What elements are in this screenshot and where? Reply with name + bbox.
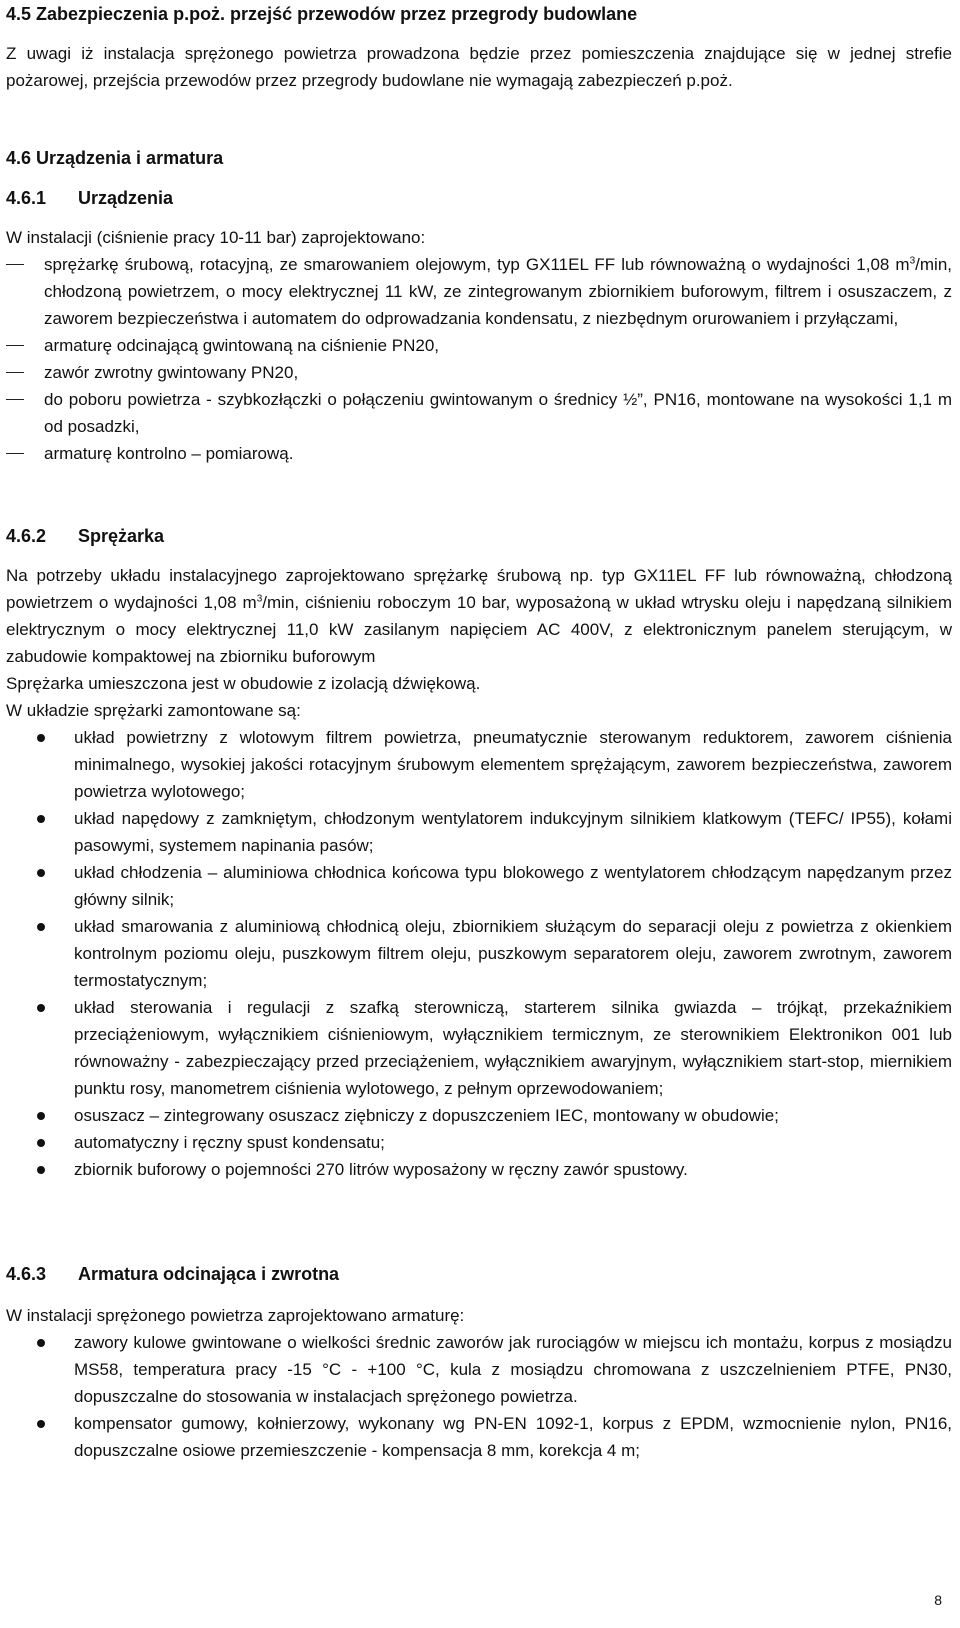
- section-number: 4.6.3: [6, 1264, 47, 1284]
- list-item: [6, 994, 952, 1102]
- section-4-6-3-heading: [6, 1262, 952, 1286]
- bullet-marker: [37, 869, 45, 877]
- list-item-text: zbiornik buforowy o pojemności 270 litrów wyposażony w ręczny zawór spustowy.: [74, 1160, 688, 1179]
- list-item-text: kompensator gumowy, kołnierzowy, wykonany wg PN-EN 1092-1, korpus z EPDM, wzmocnienie nylon, PN16, dopuszczalne osiowe przemieszczenie - kompensacja 8 mm, korekcja 4 m;: [74, 1414, 952, 1460]
- dash-marker: [6, 345, 24, 346]
- section-4-6-2-heading: [6, 524, 952, 548]
- list-item-text: układ powietrzny z wlotowym filtrem powietrza, pneumatycznie sterowanym reduktorem, zaworem ciśnienia minimalnego, wysokiej jakości rotacyjnym śrubowym elementem sprężającym, zaworem bezpieczeństwa, zaworem powietrza wylotowego;: [74, 728, 952, 801]
- bullet-marker: [37, 1004, 45, 1012]
- section-4-6-3-body: [6, 1302, 952, 1464]
- dash-marker: [6, 453, 24, 454]
- list-item: [6, 805, 952, 859]
- bullet-marker: [37, 1166, 45, 1174]
- section-4-6-2-body: [6, 562, 952, 1183]
- fittings-list: [6, 1329, 952, 1464]
- list-item: [6, 1102, 952, 1129]
- section-title: Urządzenia: [78, 188, 174, 208]
- list-item: do poboru powietrza - szybkozłączki o połączeniu gwintowanym o średnicy ½”, PN16, montowane na wysokości 1,1 m od posadzki,: [6, 386, 952, 440]
- compressor-components-list: [6, 724, 952, 1183]
- bullet-marker: [37, 1339, 45, 1347]
- fittings-intro: W instalacji sprężonego powietrza zaprojektowano armaturę:: [6, 1306, 465, 1325]
- list-item-text: układ chłodzenia – aluminiowa chłodnica końcowa typu blokowego z wentylatorem chłodzącym napędzanym przez główny silnik;: [74, 863, 952, 909]
- list-item: [6, 1329, 952, 1410]
- list-item: [6, 1129, 952, 1156]
- bullet-marker: [37, 815, 45, 823]
- list-item: armaturę kontrolno – pomiarową.: [6, 440, 952, 467]
- list-item: armaturę odcinającą gwintowaną na ciśnienie PN20,: [6, 332, 952, 359]
- section-title: Sprężarka: [78, 526, 165, 546]
- section-4-6-1-intro: W instalacji (ciśnienie pracy 10-11 bar) zaprojektowano:: [6, 228, 426, 247]
- list-item: sprężarkę śrubową, rotacyjną, ze smarowaniem olejowym, typ GX11EL FF lub równoważną o wydajności 1,08 $m^3/\min$, chłodzoną powietrzem, o mocy elektrycznej 11 kW, ze zintegrowanym zbiornikiem buforowym, filtrem i osuszaczem, z zaworem bezpieczeństwa i automatem do odprowadzania kondensatu, z niezbędnym orurowaniem i przyłączami,: [6, 251, 952, 332]
- list-item: zawór zwrotny gwintowany PN20,: [6, 359, 952, 386]
- compressor-components-intro: W układzie sprężarki zamontowane są:: [6, 701, 301, 720]
- bullet-marker: [37, 1420, 45, 1428]
- list-item: [6, 724, 952, 805]
- list-item-text: układ sterowania i regulacji z szafką sterowniczą, starterem silnika gwiazda – trójkąt, przekaźnikiem przeciążeniowym, wyłącznikiem ciśnieniowym, wyłącznikiem termicznym, ze sterownikiem Elektronikon 001 lub równoważny - zabezpieczający przed przeciążeniem, wyłącznikiem awaryjnym, wyłącznikiem start-stop, miernikiem punktu rosy, manometrem ciśnienia wylotowego, z pełnym oprzewodowaniem;: [74, 998, 952, 1098]
- section-4-5-paragraph: Z uwagi iż instalacja sprężonego powietrza prowadzona będzie przez pomieszczenia znajdujące się w jednej strefie pożarowej, przejścia przewodów przez przegrody budowlane nie wymagają zabezpieczeń p.poż.: [6, 44, 952, 90]
- section-4-5-heading: 4.5 Zabezpieczenia p.poż. przejść przewodów przez przegrody budowlane: [6, 4, 638, 24]
- bullet-marker: [37, 734, 45, 742]
- section-number: 4.6.2: [6, 526, 47, 546]
- list-item-text: automatyczny i ręczny spust kondensatu;: [74, 1133, 385, 1152]
- dash-marker: [6, 264, 24, 265]
- list-item-text: zawory kulowe gwintowane o wielkości średnic zaworów jak rurociągów w miejscu ich montażu, korpus z mosiądzu MS58, temperatura pracy -15 °C - +100 °C, kula z mosiądzu chromowana z uszczelnieniem PTFE, PN30, dopuszczalne do stosowania w instalacjach sprężonego powietrza.: [74, 1333, 952, 1406]
- list-item: [6, 1410, 952, 1464]
- list-item: [6, 913, 952, 994]
- bullet-marker: [37, 1112, 45, 1120]
- list-item-text: układ napędowy z zamkniętym, chłodzonym wentylatorem indukcyjnym silnikiem klatkowym (TEFC/ IP55), kołami pasowymi, systemem napinania pasów;: [74, 809, 952, 855]
- bullet-marker: [37, 1139, 45, 1147]
- page-number: 8: [934, 1592, 942, 1608]
- list-item: [6, 1156, 952, 1183]
- list-item-text: osuszacz – zintegrowany osuszacz ziębniczy z dopuszczeniem IEC, montowany w obudowie;: [74, 1106, 779, 1125]
- compressor-paragraph: Na potrzeby układu instalacyjnego zaprojektowano sprężarkę śrubową np. typ GX11EL FF lub równoważną, chłodzoną powietrzem o wydajności 1,08 $m^3/\min$, ciśnieniu roboczym 10 bar, wyposażoną w układ wtrysku oleju i napędzaną silnikiem elektrycznym o mocy elektrycznej 11,0 kW zasilanym napięciem AC 400V, z elektronicznym panelem sterującym, w zabudowie kompaktowej na zbiorniku buforowym: [6, 566, 952, 666]
- list-item-text: układ smarowania z aluminiową chłodnicą oleju, zbiornikiem służącym do separacji oleju z powietrza z okienkiem kontrolnym poziomu oleju, puszkowym filtrem oleju, puszkowym separatorem oleju, zaworem zwrotnym, zaworem termostatycznym;: [74, 917, 952, 990]
- section-number: 4.6.1: [6, 188, 47, 208]
- section-4-6-1-heading: [6, 186, 952, 210]
- list-item: [6, 859, 952, 913]
- bullet-marker: [37, 923, 45, 931]
- devices-list: [6, 251, 952, 467]
- dash-marker: [6, 399, 24, 400]
- dash-marker: [6, 372, 24, 373]
- compressor-housing-text: Sprężarka umieszczona jest w obudowie z izolacją dźwiękową.: [6, 674, 481, 693]
- section-title: Armatura odcinająca i zwrotna: [78, 1264, 340, 1284]
- section-4-6-heading: 4.6 Urządzenia i armatura: [6, 148, 224, 168]
